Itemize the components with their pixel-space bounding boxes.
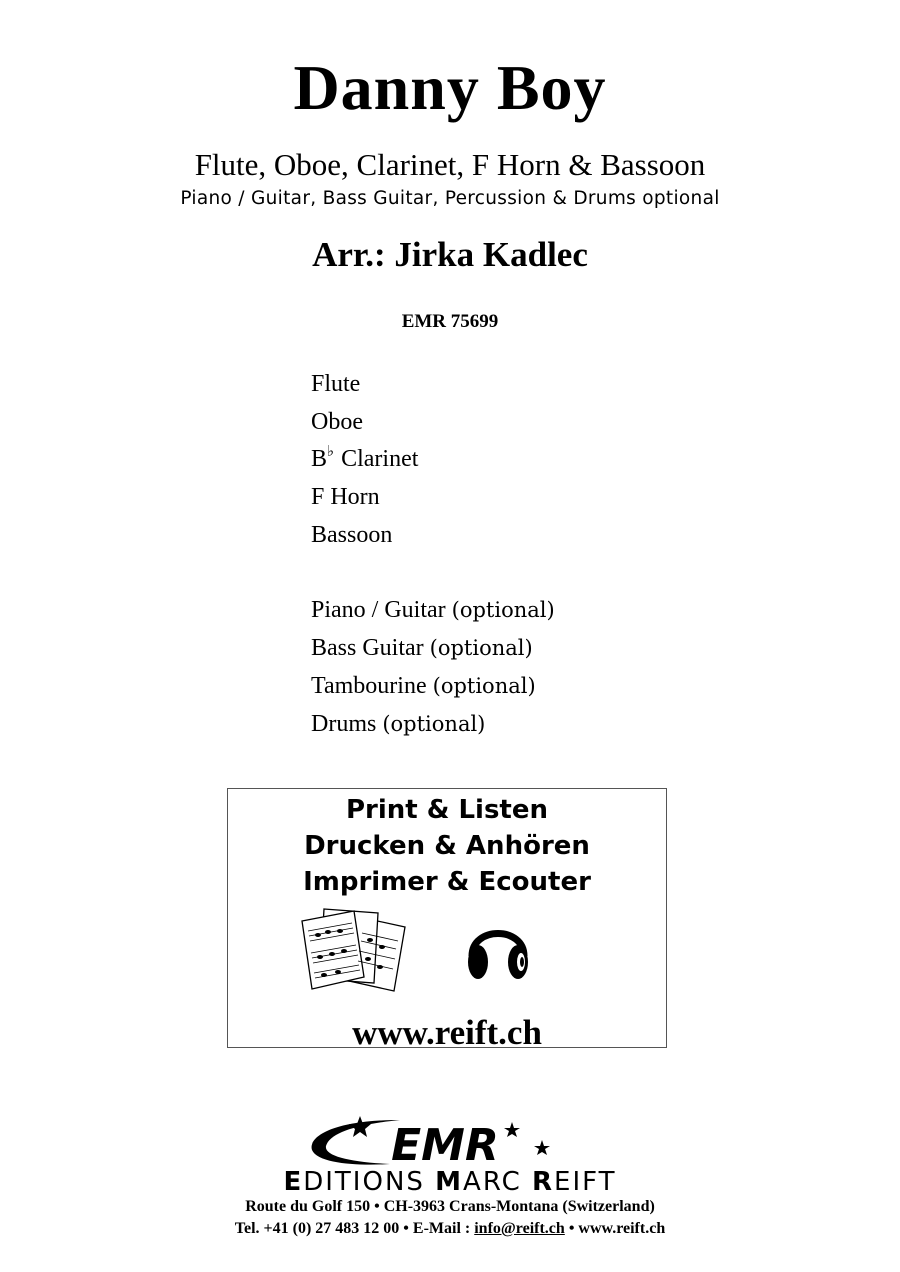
arranger: Arr.: Jirka Kadlec (312, 235, 588, 274)
print-listen-box (227, 788, 667, 1052)
instrument-horn: F Horn (311, 484, 380, 511)
optional-instruments-subtitle: Piano / Guitar, Bass Guitar, Percussion & Drums optional (180, 188, 720, 209)
emr-logo (250, 1112, 650, 1172)
promo-line-fr: Imprimer & Ecouter (303, 867, 591, 897)
instrument-piano (311, 592, 555, 630)
web-text: • www.reift.ch (564, 1220, 666, 1237)
subtitle: Flute, Oboe, Clarinet, F Horn & Bassoon (194, 147, 706, 182)
optional-label: (optional) (451, 598, 555, 623)
email-link[interactable]: info@reift.ch (474, 1220, 565, 1237)
instrument-drums (311, 706, 555, 744)
piano-label: Piano / Guitar (311, 597, 446, 624)
instrument-clarinet (311, 441, 555, 479)
logo-text: EMR (391, 1120, 499, 1171)
promo-line-de: Drucken & Anhören (304, 831, 590, 861)
instrument-flute: Flute (311, 371, 361, 397)
optional-label: (optional) (432, 673, 536, 698)
tambourine-label: Tambourine (311, 672, 427, 699)
flat-sign: ♭ (327, 444, 335, 461)
sheet-music-icon (298, 907, 410, 995)
instrument-tambourine (311, 668, 555, 706)
publisher-address: Route du Golf 150 • CH-3963 Crans-Montana (Switzerland) (245, 1198, 655, 1215)
clarinet-label: Clarinet (341, 446, 419, 473)
instrument-oboe: Oboe (311, 408, 363, 435)
optional-label: (optional) (382, 711, 486, 736)
clarinet-key: B (311, 446, 328, 473)
website-url[interactable]: www.reift.ch (352, 1013, 542, 1052)
instrument-list (311, 366, 555, 743)
publisher-contact (0, 1218, 900, 1240)
title: Danny Boy (293, 52, 607, 123)
drums-label: Drums (311, 710, 377, 737)
promo-line-en: Print & Listen (345, 795, 549, 825)
catalog-number: EMR 75699 (401, 311, 499, 332)
phone-text: Tel. +41 (0) 27 483 12 00 • E-Mail : (234, 1220, 475, 1237)
bass-label: Bass Guitar (311, 635, 424, 662)
headphones-icon (464, 912, 532, 984)
publisher-name: EDITIONS MARC REIFT (283, 1167, 617, 1197)
instrument-bassoon: Bassoon (311, 521, 393, 548)
instrument-bass-guitar (311, 630, 555, 668)
optional-label: (optional) (429, 636, 533, 661)
